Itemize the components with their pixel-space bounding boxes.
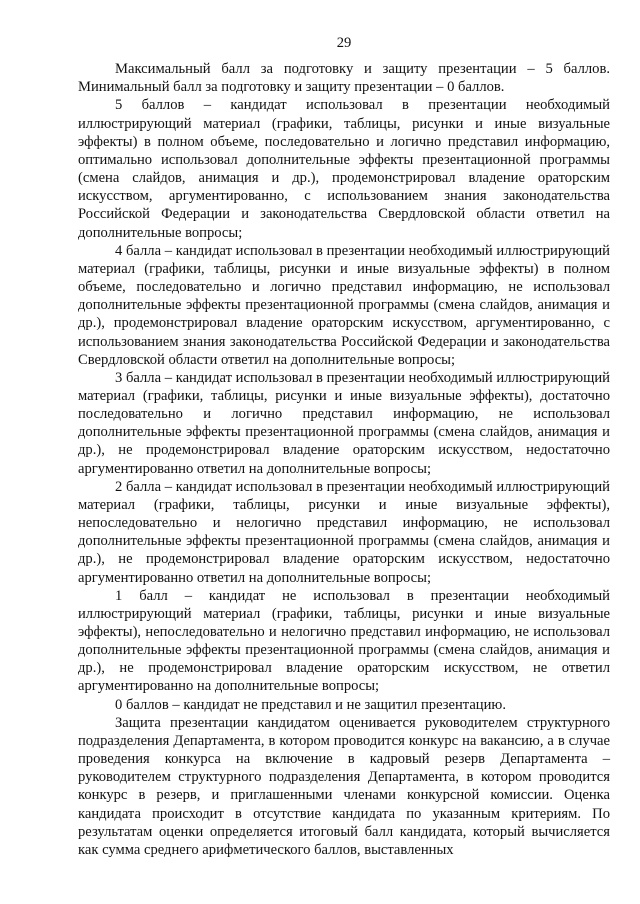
paragraph-max-min-score: Максимальный балл за подготовку и защиту презентации – 5 баллов. Минимальный балл за подготовку и защиту презентации – 0 баллов. bbox=[78, 61, 610, 96]
paragraph-evaluation-procedure: Защита презентации кандидатом оценивается руководителем структурного подразделения Департамента, в котором проводится конкурс на вакансию, а в случае проведения конкурса на включение в кадровый резерв Департамента – руководителем структурного подразделения Департамента, в котором проводится конкурс в резерв, и приглашенными членами конкурсной комиссии. Оценка кандидата происходит в отсутствие кандидата по указанным критериям. По результатам оценки определяется итоговый балл кандидата, который вычисляется как сумма среднего арифметического баллов, выставленных bbox=[78, 714, 610, 858]
document-page bbox=[78, 34, 610, 859]
paragraph-score-5: 5 баллов – кандидат использовал в презентации необходимый иллюстрирующий материал (графики, таблицы, рисунки и иные визуальные эффекты) в полном объеме, последовательно и логично представил информацию, оптимально использовал дополнительные эффекты презентационной программы (смена слайдов, анимация и др.), продемонстрировал владение ораторским искусством, аргументированно, с использованием знания законодательства Российской Федерации и законодательства Свердловской области ответил на дополнительные вопросы; bbox=[78, 97, 610, 241]
paragraph-score-4: 4 балла – кандидат использовал в презентации необходимый иллюстрирующий материал (графики, таблицы, рисунки и иные визуальные эффекты) в полном объеме, последовательно и логично представил информацию, не использовал дополнительные эффекты презентационной программы (смена слайдов, анимация и др.), продемонстрировал владение ораторским искусством, аргументированно, с использованием знания законодательства Российской Федерации и законодательства Свердловской области ответил на дополнительные вопросы; bbox=[78, 242, 610, 368]
paragraph-score-0: 0 баллов – кандидат не представил и не защитил презентацию. bbox=[115, 696, 506, 713]
page-number: 29 bbox=[336, 35, 352, 51]
paragraph-score-3: 3 балла – кандидат использовал в презентации необходимый иллюстрирующий материал (графики, таблицы, рисунки и иные визуальные эффекты), достаточно последовательно и логично представил информацию, не использовал дополнительные эффекты презентационной программы (смена слайдов, анимация и др.), не продемонстрировал владение ораторским искусством, недостаточно аргументированно ответил на дополнительные вопросы; bbox=[78, 369, 610, 477]
paragraph-score-1: 1 балл – кандидат не использовал в презентации необходимый иллюстрирующий материал (графики, таблицы, рисунки и иные визуальные эффекты), непоследовательно и нелогично представил информацию, не использовал дополнительные эффекты презентационной программы (смена слайдов, анимация и др.), не продемонстрировал владение ораторским искусством, не ответил аргументированно на дополнительные вопросы; bbox=[78, 587, 610, 695]
paragraph-score-2: 2 балла – кандидат использовал в презентации необходимый иллюстрирующий материал (графики, таблицы, рисунки и иные визуальные эффекты), непоследовательно и нелогично представил информацию, не использовал дополнительные эффекты презентационной программы (смена слайдов, анимация и др.), не продемонстрировал владение ораторским искусством, недостаточно аргументированно ответил на дополнительные вопросы; bbox=[78, 478, 610, 586]
